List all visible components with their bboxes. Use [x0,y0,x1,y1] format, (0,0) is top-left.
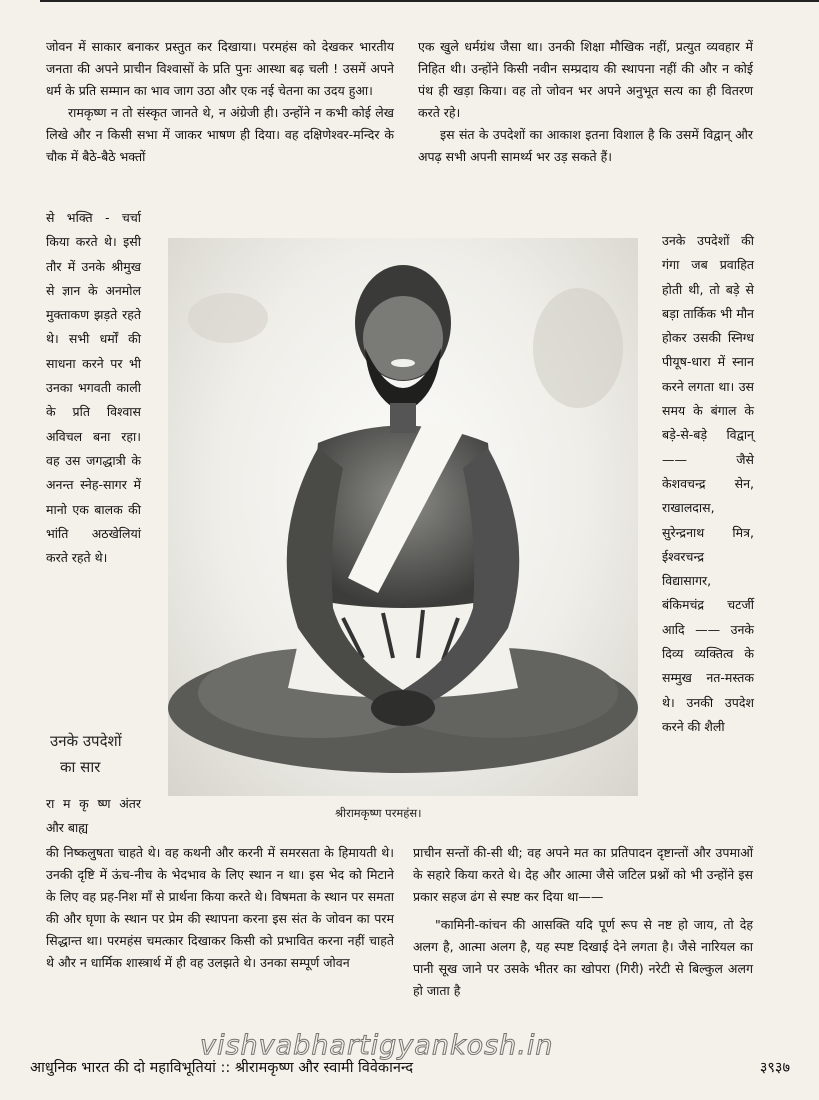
section-heading-line: का सार [60,758,101,776]
paragraph: रामकृष्ण न तो संस्कृत जानते थे, न अंग्रेजी ही। उन्होंने न कभी कोई लेख लिखे और न किसी सभा में जाकर भाषण ही दिया। वह दक्षिणेश्वर-मन्दिर के चौक में बैठे-बैठे भक्तों [46,105,394,164]
top-right-column [418,36,753,168]
paragraph: प्राचीन सन्तों की-सी थी; वह अपने मत का प्रतिपादन दृष्टान्तों और उपमाओं के सहारे किया करते थे। देह और आत्मा जैसे जटिल प्रश्नों को भी उन्होंने इस प्रकार सहज ढंग से स्पष्ट कर दिया था—— [413,845,753,904]
page-number: ३९३७ [759,1060,790,1076]
right-narrow-column [662,229,754,739]
portrait-photo [168,238,638,796]
top-rule [40,0,819,2]
section-heading-line: उनके उपदेशों [50,732,122,750]
paragraph: से भक्ति - चर्चा किया करते थे। इसी तौर में उनके श्रीमुख से ज्ञान के अनमोल मुक्ताकण झड़ते रहते थे। सभी धर्मों की साधना करने पर भी उनका भगवती काली के प्रति विश्वास अविचल बना रहा। वह उस जगद्धात्री के अनन्त स्नेह-सागर में मानो एक बालक की भांति अठखेलियां करते रहते थे। [46,210,141,566]
left-after-heading [46,792,141,841]
left-narrow-column [46,206,141,570]
paragraph: इस संत के उपदेशों का आकाश इतना विशाल है कि उसमें विद्वान् और अपढ़ सभी अपनी सामर्थ्य भर उड़ सकते हैं। [418,127,753,164]
bottom-left-column [46,842,394,974]
paragraph: रा म कृ ष्ण अंतर और बाह्य [46,796,141,836]
top-left-column [46,36,394,168]
paragraph: उनके उपदेशों की गंगा जब प्रवाहित होती थी, तो बड़े से बड़ा तार्किक भी मौन होकर उसकी स्निग्ध पीयूष-धारा में स्नान करने लगता था। उस समय के बंगाल के बड़े-से-बड़े विद्वान् —— जैसे केशवचन्द्र सेन, राखालदास, सुरेन्द्रनाथ मित्र, ईश्वरचन्द्र विद्यासागर, बंकिमचंद्र चटर्जी आदि —— उनके दिव्य व्यक्तित्व के सम्मुख नत-मस्तक थे। उनकी उपदेश करने की शैली [662,233,754,734]
paragraph: की निष्कलुषता चाहते थे। वह कथनी और करनी में समरसता के हिमायती थे। उनकी दृष्टि में ऊंच-नीच के भेदभाव के लिए स्थान न था। इस भेद को मिटाने के लिए वह प्रह-निश माँ से प्रार्थना किया करते थे। विषमता के स्थान पर समता की और घृणा के स्थान पर प्रेम की स्थापना करना इस संत के जोवन का परम सिद्धान्त था। परमहंस चमत्कार दिखाकर किसी को प्रभावित करना नहीं चाहते थे और न धार्मिक शास्त्रार्थ में ही वह उलझते थे। उनका सम्पूर्ण जोवन [46,845,394,970]
portrait-illustration [168,238,638,796]
watermark: vishvabhartigyankosh.in [200,1030,554,1061]
page-footer [30,1057,790,1077]
photo-caption: श्रीरामकृष्ण परमहंस। [335,806,422,820]
paragraph: "कामिनी-कांचन की आसक्ति यदि पूर्ण रूप से नष्ट हो जाय, तो देह अलग है, आत्मा अलग है, यह स्पष्ट दिखाई देने लगता है। जैसे नारियल का पानी सूख जाने पर उसके भीतर का खोपरा (गिरी) नरेटी से बिल्कुल अलग हो जाता है [413,917,753,998]
paragraph: एक खुले धर्मग्रंथ जैसा था। उनकी शिक्षा मौखिक नहीं, प्रत्युत व्यवहार में निहित थी। उन्होंने किसी नवीन सम्प्रदाय की स्थापना नहीं की और न कोई पंथ ही खड़ा किया। वह तो जोवन भर अपने अनुभूत सत्य का ही वितरण करते रहे। [418,39,753,120]
section-heading [50,728,122,780]
paragraph: जोवन में साकार बनाकर प्रस्तुत कर दिखाया। परमहंस को देखकर भारतीय जनता की अपने प्राचीन विश्वासों के प्रति पुनः आस्था बढ़ चली ! उसमें अपने धर्म के प्रति सम्मान का भाव जाग उठा और एक नई चेतना का उदय हुआ। [46,39,394,98]
bottom-right-column [413,842,753,1002]
running-title: आधुनिक भारत की दो महाविभूतियां :: श्रीरामकृष्ण और स्वामी विवेकानन्द [30,1060,414,1076]
